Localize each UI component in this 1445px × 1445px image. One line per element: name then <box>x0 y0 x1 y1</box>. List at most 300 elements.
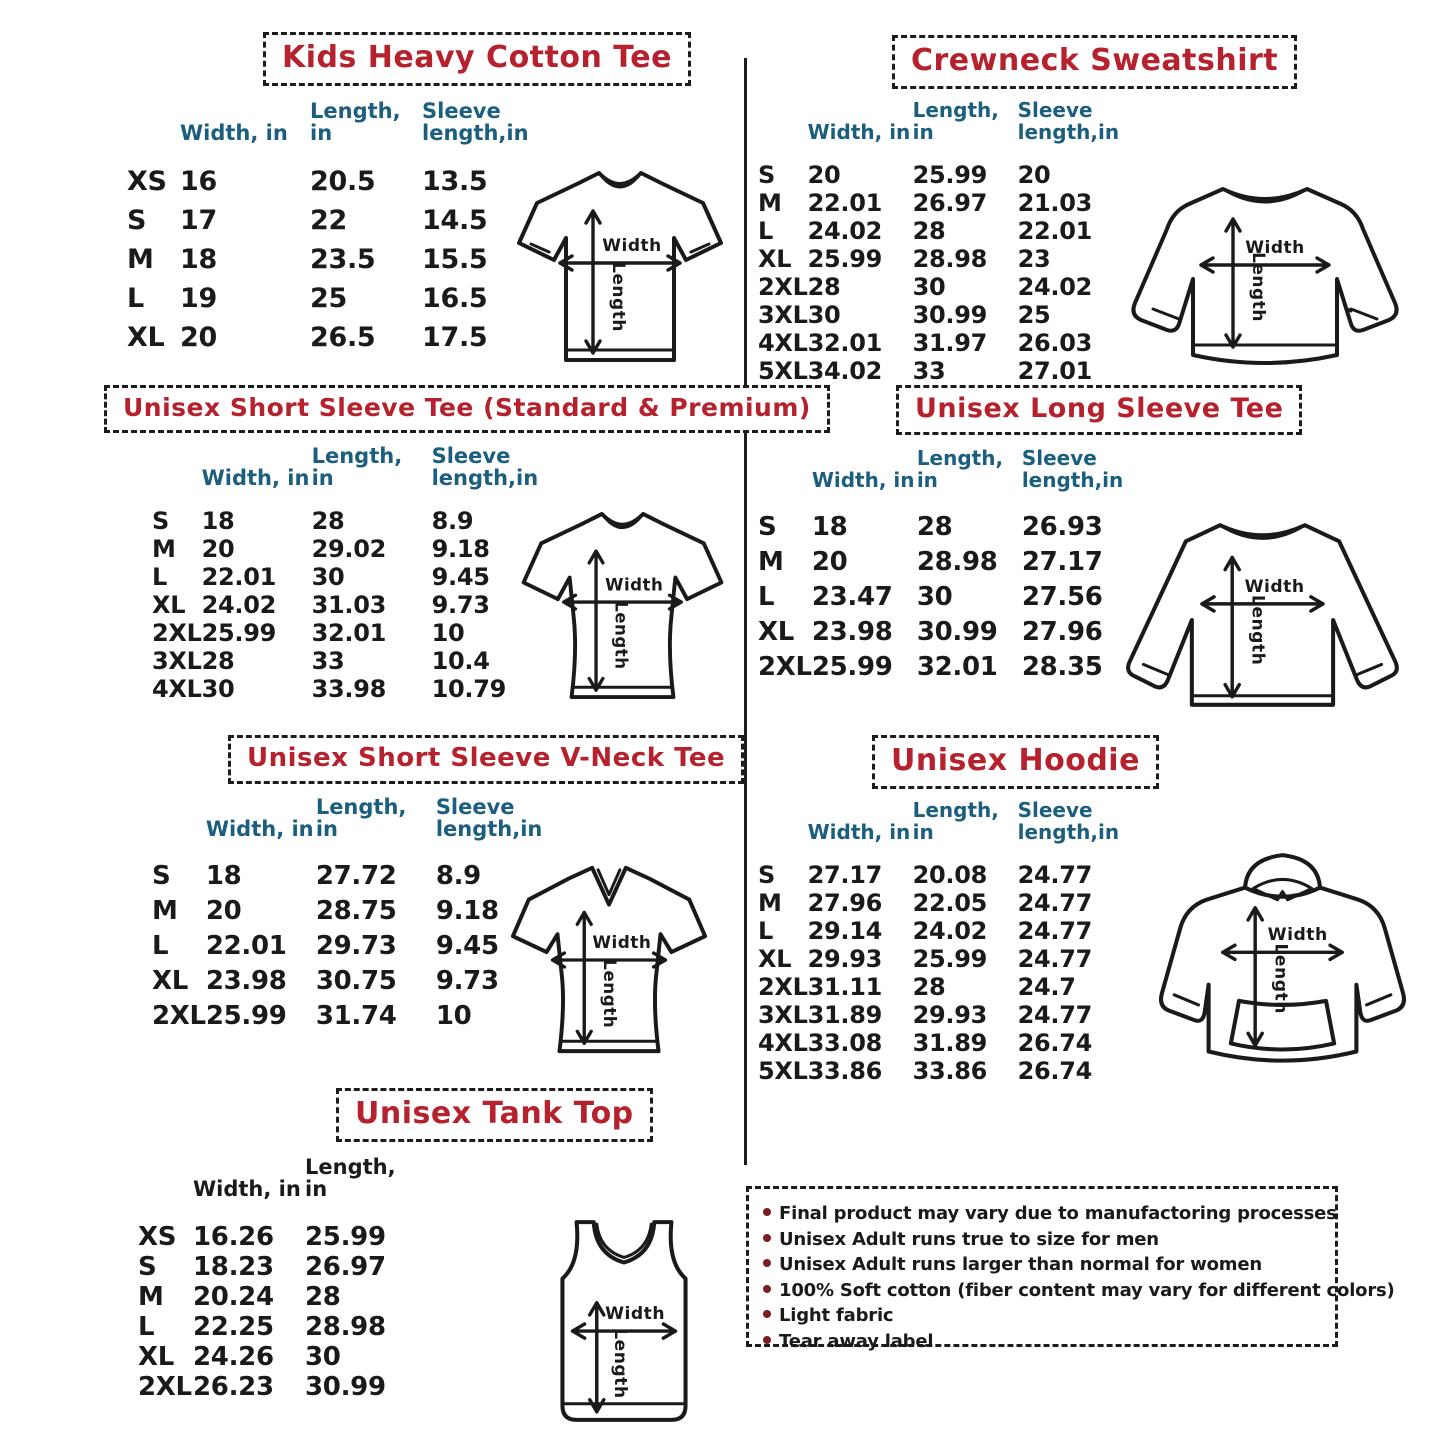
sleeve-value: 24.77 <box>1017 888 1093 917</box>
sleeve-value: 9.18 <box>431 535 490 564</box>
size-row <box>88 647 538 675</box>
length-label: Length <box>609 1328 630 1399</box>
size-label: XL <box>758 944 792 973</box>
note-text: Light fabric <box>779 1305 894 1326</box>
sleeve-value: 26.74 <box>1017 1028 1093 1057</box>
length-value: 30.75 <box>315 965 397 996</box>
crewneck-section <box>752 35 1444 385</box>
short-sleeve-section <box>88 385 811 704</box>
size-row <box>88 535 538 563</box>
sleeve-value: 9.73 <box>431 591 490 620</box>
width-label: Width <box>1245 238 1305 258</box>
bullet-icon <box>763 1285 771 1293</box>
note-text: Final product may vary due to manufactoring processes <box>779 1203 1337 1224</box>
size-row <box>85 279 532 318</box>
width-value: 23.98 <box>205 965 287 996</box>
crewneck-table <box>752 99 1119 385</box>
length-value: 28.75 <box>315 895 397 926</box>
length-value: 32.01 <box>916 651 998 682</box>
length-value: 33.98 <box>311 675 387 704</box>
size-label: 2XL <box>758 972 808 1001</box>
width-value: 23.98 <box>811 616 893 647</box>
width-column-header: Width, in <box>807 819 911 844</box>
size-row <box>88 563 538 591</box>
sleeve-value: 27.56 <box>1021 581 1103 612</box>
size-row <box>85 201 532 240</box>
length-value: 25.99 <box>305 1221 386 1252</box>
width-value: 16 <box>180 165 217 197</box>
width-value: 31.11 <box>807 972 883 1001</box>
hoodie-table <box>752 799 1119 1085</box>
size-row <box>752 189 1119 217</box>
kids-tee-table <box>85 100 532 357</box>
length-value: 33 <box>912 356 946 385</box>
vneck-section <box>88 735 733 1033</box>
size-label: 5XL <box>758 1056 808 1085</box>
width-value: 24.02 <box>201 591 277 620</box>
bullet-icon <box>763 1208 771 1216</box>
width-value: 28 <box>201 647 235 676</box>
length-value: 23.5 <box>310 243 376 275</box>
sleeve-value: 26.74 <box>1017 1056 1093 1085</box>
sleeve-value: 9.73 <box>435 965 499 996</box>
size-label: XS <box>127 165 167 197</box>
size-row <box>88 893 542 928</box>
sleeve-value: 9.18 <box>435 895 499 926</box>
width-value: 19 <box>180 282 217 314</box>
size-row <box>752 245 1119 273</box>
width-value: 24.02 <box>807 216 883 245</box>
size-row <box>85 318 532 357</box>
sleeve-column-header: Sleeve length,in <box>1017 97 1120 144</box>
width-value: 25.99 <box>807 244 883 273</box>
header-row <box>88 796 542 858</box>
width-value: 26.23 <box>193 1371 274 1402</box>
size-column-header <box>752 799 808 861</box>
size-label: L <box>758 916 773 945</box>
long-sleeve-title: Unisex Long Sleeve Tee <box>896 385 1302 435</box>
length-value: 29.73 <box>315 930 397 961</box>
length-value: 32.01 <box>311 619 387 648</box>
size-column-header <box>85 100 180 162</box>
note-item <box>763 1201 1337 1227</box>
sleeve-value: 24.7 <box>1017 972 1076 1001</box>
width-value: 20 <box>201 535 235 564</box>
sleeve-column-header: Sleeve length,in <box>435 795 543 842</box>
size-label: S <box>127 204 147 236</box>
crewneck-illustration <box>1095 163 1440 375</box>
sleeve-value: 22.01 <box>1017 216 1093 245</box>
size-label: M <box>758 188 782 217</box>
sleeve-value: 28.35 <box>1021 651 1103 682</box>
length-column-header: Length, in <box>311 444 403 491</box>
note-item <box>763 1278 1395 1304</box>
length-value: 31.74 <box>315 1000 397 1031</box>
sleeve-value: 15.5 <box>422 243 488 275</box>
size-label: 4XL <box>758 1028 808 1057</box>
length-value: 30.99 <box>305 1371 386 1402</box>
width-value: 31.89 <box>807 1000 883 1029</box>
kids-tee-section <box>85 32 743 357</box>
header-row <box>85 100 532 162</box>
sleeve-value: 26.93 <box>1021 511 1103 542</box>
width-value: 22.01 <box>807 188 883 217</box>
length-value: 28 <box>305 1281 341 1312</box>
width-value: 20 <box>811 546 848 577</box>
width-value: 18 <box>205 860 242 891</box>
size-label: M <box>152 535 176 564</box>
length-value: 20.5 <box>310 165 376 197</box>
size-row <box>752 301 1119 329</box>
length-value: 25 <box>310 282 347 314</box>
size-label: S <box>152 507 169 536</box>
vneck-table <box>88 796 542 1033</box>
header-row <box>88 445 538 507</box>
size-label: XL <box>758 616 795 647</box>
size-row <box>88 1222 425 1252</box>
hoodie-section <box>752 735 1444 1085</box>
tank-top-illustration <box>548 1212 700 1436</box>
sleeve-value: 27.01 <box>1017 356 1093 385</box>
width-value: 23.47 <box>811 581 893 612</box>
width-value: 27.96 <box>807 888 883 917</box>
size-row <box>85 162 532 201</box>
size-label: 5XL <box>758 356 808 385</box>
width-label: Width <box>1244 576 1305 597</box>
size-label: M <box>138 1281 164 1312</box>
width-value: 25.99 <box>205 1000 287 1031</box>
size-label: 3XL <box>152 647 202 676</box>
width-value: 30 <box>201 675 235 704</box>
sleeve-column-header: Sleeve length,in <box>422 98 529 145</box>
sleeve-value: 10.4 <box>431 647 490 676</box>
length-label: Length <box>1248 252 1268 322</box>
width-column-header: Width, in <box>205 817 314 842</box>
size-row <box>88 998 542 1033</box>
sleeve-value: 10 <box>435 1000 472 1031</box>
bullet-icon <box>763 1310 771 1318</box>
size-label: XL <box>152 591 186 620</box>
length-value: 25.99 <box>912 160 988 189</box>
size-column-header <box>752 447 812 509</box>
sleeve-value: 25 <box>1017 300 1051 329</box>
length-label: Length <box>1247 594 1268 666</box>
sleeve-value: 13.5 <box>422 165 488 197</box>
size-row <box>752 273 1119 301</box>
bullet-icon <box>763 1259 771 1267</box>
width-value: 27.17 <box>807 860 883 889</box>
sleeve-value: 9.45 <box>431 563 490 592</box>
header-row <box>752 99 1119 161</box>
size-label: 2XL <box>138 1371 192 1402</box>
length-value: 28 <box>912 972 946 1001</box>
length-value: 24.02 <box>912 916 988 945</box>
size-label: XL <box>758 244 792 273</box>
width-value: 18 <box>811 511 848 542</box>
width-value: 18 <box>180 243 217 275</box>
short-sleeve-table <box>88 445 538 703</box>
note-text: Unisex Adult runs true to size for men <box>779 1228 1159 1250</box>
length-column-header: Length, in <box>315 795 407 842</box>
size-label: S <box>138 1251 157 1282</box>
size-row <box>752 917 1119 945</box>
length-column-header: Length, in <box>912 797 999 844</box>
length-value: 26.5 <box>310 321 376 353</box>
size-row <box>752 861 1119 889</box>
length-label: Length <box>608 262 628 332</box>
length-value: 26.97 <box>912 188 988 217</box>
size-label: 2XL <box>758 651 812 682</box>
size-column-header <box>752 99 808 161</box>
width-label: Width <box>605 575 664 595</box>
size-label: 3XL <box>758 300 808 329</box>
size-label: XS <box>138 1221 177 1252</box>
length-value: 22.05 <box>912 888 988 917</box>
header-row <box>752 799 1119 861</box>
size-label: M <box>127 243 154 275</box>
sleeve-value: 21.03 <box>1017 188 1093 217</box>
length-value: 28 <box>311 507 345 536</box>
length-value: 29.93 <box>912 1000 988 1029</box>
length-value: 20.08 <box>912 860 988 889</box>
tank-title: Unisex Tank Top <box>336 1088 653 1142</box>
size-row <box>88 858 542 893</box>
sleeve-value: 24.02 <box>1017 272 1093 301</box>
width-value: 28 <box>807 272 841 301</box>
width-value: 18 <box>201 507 235 536</box>
size-label: XL <box>138 1341 175 1372</box>
width-value: 24.26 <box>193 1341 274 1372</box>
length-column-header: Length, in <box>310 98 401 145</box>
sleeve-column-header: Sleeve length,in <box>431 444 539 491</box>
size-column-header <box>88 1156 193 1222</box>
size-label: M <box>152 895 178 926</box>
crewneck-title: Crewneck Sweatshirt <box>892 35 1297 89</box>
width-value: 18.23 <box>193 1251 274 1282</box>
size-row <box>752 579 1123 614</box>
length-column-header: Length, in <box>916 446 1004 493</box>
size-row <box>88 928 542 963</box>
length-value: 29.02 <box>311 535 387 564</box>
length-value: 27.72 <box>315 860 397 891</box>
short-sleeve-title: Unisex Short Sleeve Tee (Standard & Premium) <box>104 385 830 433</box>
size-label: L <box>152 930 169 961</box>
width-value: 16.26 <box>193 1221 274 1252</box>
hoodie-illustration <box>1125 843 1440 1091</box>
size-label: 2XL <box>152 619 202 648</box>
header-row <box>88 1156 425 1222</box>
length-label: Length <box>1270 943 1291 1014</box>
size-row <box>88 591 538 619</box>
size-row <box>752 509 1123 544</box>
sleeve-value: 27.96 <box>1021 616 1103 647</box>
size-label: S <box>758 860 775 889</box>
long-sleeve-table <box>752 447 1123 684</box>
size-column-header <box>88 445 202 507</box>
width-value: 22.01 <box>201 563 277 592</box>
size-row <box>88 1372 425 1402</box>
width-value: 29.14 <box>807 916 883 945</box>
width-value: 30 <box>807 300 841 329</box>
size-label: 4XL <box>152 675 202 704</box>
size-row <box>752 649 1123 684</box>
tank-section <box>88 1088 738 1402</box>
tank-table <box>88 1156 425 1402</box>
size-row <box>752 161 1119 189</box>
size-row <box>88 507 538 535</box>
note-text: Tear away label <box>779 1330 934 1352</box>
size-label: L <box>152 563 167 592</box>
size-label: S <box>758 511 777 542</box>
width-value: 25.99 <box>201 619 277 648</box>
vneck-title: Unisex Short Sleeve V-Neck Tee <box>228 735 744 784</box>
size-row <box>752 973 1119 1001</box>
width-column-header: Width, in <box>193 1176 301 1201</box>
width-label: Width <box>592 932 652 953</box>
sleeve-value: 16.5 <box>422 282 488 314</box>
length-value: 31.89 <box>912 1028 988 1057</box>
size-row <box>752 544 1123 579</box>
width-label: Width <box>602 236 662 256</box>
size-row <box>88 963 542 998</box>
bullet-icon <box>763 1336 771 1344</box>
length-value: 30.99 <box>916 616 998 647</box>
sleeve-value: 24.77 <box>1017 916 1093 945</box>
width-value: 32.01 <box>807 328 883 357</box>
width-value: 33.08 <box>807 1028 883 1057</box>
product-notes-box <box>746 1186 1395 1352</box>
length-value: 28 <box>912 216 946 245</box>
sleeve-value: 8.9 <box>435 860 481 891</box>
size-row <box>752 1029 1119 1057</box>
kids-tee-title: Kids Heavy Cotton Tee <box>263 32 691 86</box>
size-row <box>752 945 1119 973</box>
sleeve-value: 24.77 <box>1017 860 1093 889</box>
size-label: S <box>152 860 171 891</box>
length-value: 30 <box>311 563 345 592</box>
size-column-header <box>88 796 206 858</box>
note-text: 100% Soft cotton (fiber content may vary for different colors) <box>779 1279 1395 1301</box>
size-row <box>752 329 1119 357</box>
sleeve-value: 24.77 <box>1017 1000 1093 1029</box>
width-value: 25.99 <box>811 651 893 682</box>
sleeve-value: 9.45 <box>435 930 499 961</box>
bullet-icon <box>763 1234 771 1242</box>
length-value: 22 <box>310 204 347 236</box>
size-label: M <box>758 546 784 577</box>
note-item <box>763 1303 1323 1329</box>
sleeve-value: 23 <box>1017 244 1051 273</box>
size-label: XL <box>127 321 165 353</box>
length-value: 30 <box>916 581 953 612</box>
length-value: 31.97 <box>912 328 988 357</box>
notes-list <box>763 1201 1395 1354</box>
width-value: 22.01 <box>205 930 287 961</box>
size-label: 3XL <box>758 1000 808 1029</box>
size-row <box>85 240 532 279</box>
length-value: 28.98 <box>305 1311 386 1342</box>
hoodie-title: Unisex Hoodie <box>872 735 1159 789</box>
length-value: 25.99 <box>912 944 988 973</box>
width-column-header: Width, in <box>201 466 310 491</box>
length-column-header: Length, in <box>912 97 999 144</box>
size-row <box>88 1342 425 1372</box>
length-value: 33 <box>311 647 345 676</box>
tee-illustration <box>505 498 740 712</box>
size-row <box>752 889 1119 917</box>
width-value: 29.93 <box>807 944 883 973</box>
width-column-header: Width, in <box>180 120 288 145</box>
size-label: L <box>758 216 773 245</box>
length-column-header: Length, in <box>305 1154 396 1201</box>
sleeve-value: 8.9 <box>431 507 474 536</box>
width-value: 20 <box>180 321 217 353</box>
length-label: Length <box>611 601 631 670</box>
length-value: 33.86 <box>912 1056 988 1085</box>
size-label: XL <box>152 965 189 996</box>
length-value: 31.03 <box>311 591 387 620</box>
length-value: 28.98 <box>912 244 988 273</box>
size-label: L <box>127 282 144 314</box>
width-value: 20 <box>807 160 841 189</box>
length-value: 26.97 <box>305 1251 386 1282</box>
size-row <box>752 217 1119 245</box>
length-value: 30 <box>912 272 946 301</box>
size-label: L <box>758 581 775 612</box>
size-label: S <box>758 160 775 189</box>
size-row <box>88 1312 425 1342</box>
long-sleeve-illustration <box>1090 503 1440 727</box>
length-label: Length <box>600 959 621 1029</box>
sleeve-value: 17.5 <box>422 321 488 353</box>
size-row <box>752 614 1123 649</box>
note-text: Unisex Adult runs larger than normal for women <box>779 1254 1262 1275</box>
size-row <box>88 1282 425 1312</box>
width-value: 20 <box>205 895 242 926</box>
width-value: 34.02 <box>807 356 883 385</box>
vneck-illustration <box>495 853 723 1067</box>
size-label: M <box>758 888 782 917</box>
length-value: 30 <box>305 1341 341 1372</box>
sleeve-value: 10.79 <box>431 675 507 704</box>
sleeve-value: 26.03 <box>1017 328 1093 357</box>
sleeve-value: 24.77 <box>1017 944 1093 973</box>
sleeve-column-header: Sleeve length,in <box>1017 797 1120 844</box>
size-label: 2XL <box>758 272 808 301</box>
header-row <box>752 447 1123 509</box>
sleeve-value: 27.17 <box>1021 546 1103 577</box>
width-value: 17 <box>180 204 217 236</box>
note-item <box>763 1252 1323 1278</box>
size-row <box>752 1057 1119 1085</box>
size-label: 2XL <box>152 1000 206 1031</box>
size-label: 4XL <box>758 328 808 357</box>
long-sleeve-section <box>752 385 1444 684</box>
tee-illustration <box>500 157 740 375</box>
sleeve-value: 20 <box>1017 160 1051 189</box>
sleeve-value: 10 <box>431 619 465 648</box>
width-value: 20.24 <box>193 1281 274 1312</box>
width-value: 22.25 <box>193 1311 274 1342</box>
note-item <box>763 1329 1323 1355</box>
width-value: 33.86 <box>807 1056 883 1085</box>
length-value: 30.99 <box>912 300 988 329</box>
size-row <box>752 357 1119 385</box>
note-item <box>763 1227 1323 1253</box>
length-value: 28 <box>916 511 953 542</box>
size-label: L <box>138 1311 155 1342</box>
sleeve-column-header: Sleeve length,in <box>1021 446 1124 493</box>
